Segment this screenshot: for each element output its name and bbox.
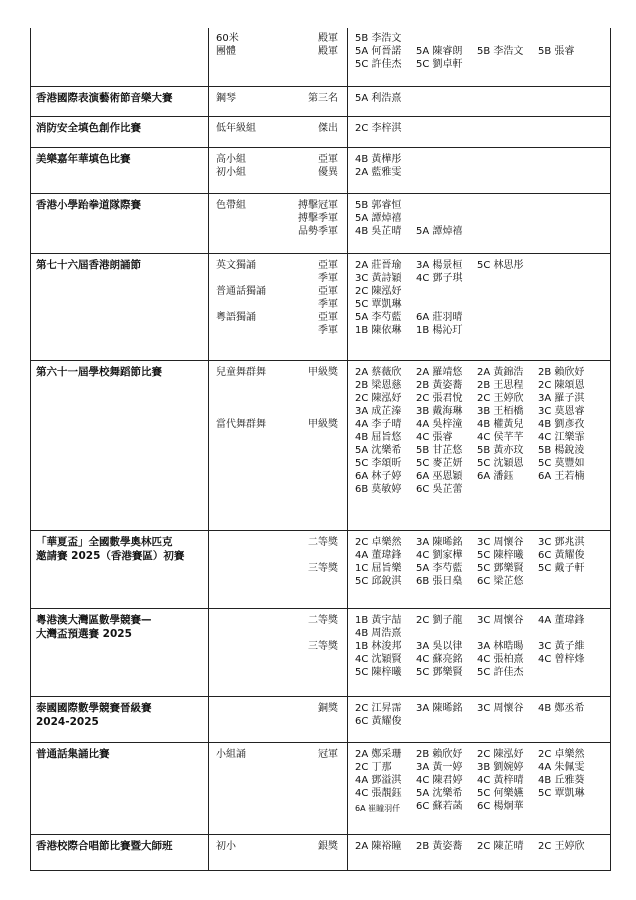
award-level: 亞軍 — [318, 154, 338, 165]
award-level: 季軍 — [318, 325, 338, 336]
row-separator — [30, 834, 611, 835]
student-name: 5C 鄧樂賢 — [416, 667, 463, 678]
student-name: 5C 邱銳淇 — [355, 576, 402, 587]
student-name: 3A 成芷溱 — [355, 406, 402, 417]
student-name: 5C 沈穎恩 — [477, 458, 524, 469]
award-level: 傑出 — [318, 123, 338, 134]
student-name: 3C 黃詩穎 — [355, 273, 402, 284]
competition-name: 第六十一屆學校舞蹈節比賽 — [36, 366, 162, 378]
student-name: 2A 藍雅雯 — [355, 167, 402, 178]
student-name: 2C 王婷欣 — [477, 393, 524, 404]
award-level: 第三名 — [308, 93, 338, 104]
student-name: 2C 王婷欣 — [538, 841, 585, 852]
student-name: 6A 崔瞳羽仟 — [355, 804, 401, 813]
student-name: 4B 周浩熹 — [355, 628, 402, 639]
award-level: 甲級獎 — [308, 419, 338, 430]
student-name: 4C 黃梓晴 — [477, 775, 524, 786]
award-category: 小組誦 — [216, 749, 246, 760]
award-category: 粵語獨誦 — [216, 312, 256, 323]
award-category: 低年級組 — [216, 123, 256, 134]
student-name: 4C 陳君婷 — [416, 775, 463, 786]
row-separator — [30, 696, 611, 697]
student-name: 2B 賴欣妤 — [538, 367, 585, 378]
award-level: 冠軍 — [318, 749, 338, 760]
student-name: 2B 黃姿蕎 — [416, 380, 463, 391]
student-name: 2C 卓樂然 — [538, 749, 585, 760]
row-separator — [30, 147, 611, 148]
student-name: 2A 蔡薇欣 — [355, 367, 402, 378]
student-name: 2C 陳芷晴 — [477, 841, 524, 852]
competition-name-line: 2024-2025 — [36, 716, 99, 728]
award-category: 英文獨誦 — [216, 260, 256, 271]
student-name: 5B 郭睿恒 — [355, 200, 402, 211]
competition-name-line: 大灣盃預選賽 2025 — [36, 628, 132, 640]
student-name: 2C 陳泓妤 — [477, 749, 524, 760]
student-name: 5C 劉卓軒 — [416, 59, 463, 70]
row-separator — [30, 530, 611, 531]
competition-name: 消防安全填色創作比賽 — [36, 122, 141, 134]
student-name: 4B 丘雅葵 — [538, 775, 585, 786]
row-separator — [30, 360, 611, 361]
student-name: 4A 董瑋鋒 — [355, 550, 402, 561]
student-name: 4B 鄭丞希 — [538, 703, 585, 714]
student-name: 5B 李浩文 — [477, 46, 524, 57]
student-name: 6A 王若楠 — [538, 471, 585, 482]
student-name: 2C 陳泓妤 — [355, 286, 402, 297]
competition-name: 美樂嘉年華填色比賽 — [36, 153, 131, 165]
award-level: 搏擊冠軍 — [298, 200, 338, 211]
row-separator — [30, 116, 611, 117]
student-name: 2A 莊晉瑜 — [355, 260, 402, 271]
student-name: 1B 林浚邦 — [355, 641, 402, 652]
student-name: 2C 陳泓妤 — [355, 393, 402, 404]
award-level: 亞軍 — [318, 312, 338, 323]
award-category: 鋼琴 — [216, 93, 236, 104]
competition-name: 香港校際合唱節比賽暨大師班 — [36, 840, 173, 852]
student-name: 5C 覃凱琳 — [355, 299, 402, 310]
student-name: 4B 吳芷晴 — [355, 226, 402, 237]
student-name: 5A 譚焯禧 — [416, 226, 463, 237]
student-name: 5C 許佳杰 — [477, 667, 524, 678]
student-name: 1B 黃宇喆 — [355, 615, 402, 626]
student-name: 5C 鄧樂賢 — [477, 563, 524, 574]
award-level: 品勢季軍 — [298, 226, 338, 237]
student-name: 4C 蘇亮銘 — [416, 654, 463, 665]
student-name: 4A 朱佩雯 — [538, 762, 585, 773]
student-name: 1B 陳依琳 — [355, 325, 402, 336]
award-category: 兒童舞群舞 — [216, 367, 266, 378]
student-name: 3B 戴海琳 — [416, 406, 463, 417]
student-name: 4C 沈穎賢 — [355, 654, 402, 665]
student-name: 2B 梁恩慈 — [355, 380, 402, 391]
student-name: 4B 黃樺彤 — [355, 154, 402, 165]
award-level: 三等獎 — [308, 563, 338, 574]
student-name: 4A 李子晴 — [355, 419, 402, 430]
competition-name: 第七十六屆香港朗誦節 — [36, 259, 141, 271]
row-separator — [30, 86, 611, 87]
award-level: 亞軍 — [318, 286, 338, 297]
student-name: 6B 莫敏婷 — [355, 484, 402, 495]
student-name: 5C 林思彤 — [477, 260, 524, 271]
student-name: 4C 張睿 — [416, 432, 453, 443]
student-name: 1C 屈旨樂 — [355, 563, 402, 574]
student-name: 5A 沈樂希 — [416, 788, 463, 799]
student-name: 3A 羅子淇 — [538, 393, 585, 404]
student-name: 6C 黃耀俊 — [355, 716, 402, 727]
award-level: 殿軍 — [318, 33, 338, 44]
student-name: 3C 周懷谷 — [477, 703, 524, 714]
student-name: 6C 吳芷蕾 — [416, 484, 463, 495]
student-name: 5C 戴子軒 — [538, 563, 585, 574]
student-name: 3A 陳晞銘 — [416, 703, 463, 714]
student-name: 3C 莫恩睿 — [538, 406, 585, 417]
student-name: 2C 劉子龍 — [416, 615, 463, 626]
student-name: 5C 陳梓曦 — [355, 667, 402, 678]
column-divider-category — [208, 28, 209, 870]
row-separator — [30, 193, 611, 194]
student-name: 6C 梁芷悠 — [477, 576, 524, 587]
student-name: 3C 周懷谷 — [477, 615, 524, 626]
student-name: 5A 李芍藍 — [355, 312, 402, 323]
student-name: 5C 何樂嬿 — [477, 788, 524, 799]
student-name: 3A 吳以律 — [416, 641, 463, 652]
award-level: 殿軍 — [318, 46, 338, 57]
student-name: 3C 鄧兆淇 — [538, 537, 585, 548]
student-name: 3A 黃一婷 — [416, 762, 463, 773]
competition-name-line: 「華夏盃」全國數學奧林匹克 — [36, 536, 173, 548]
student-name: 5B 甘芷悠 — [416, 445, 463, 456]
student-name: 2C 丁那 — [355, 762, 392, 773]
student-name: 4B 屈旨悠 — [355, 432, 402, 443]
student-name: 2A 陳裕瞳 — [355, 841, 402, 852]
table-border-left — [30, 28, 31, 870]
student-name: 6A 莊羽晴 — [416, 312, 463, 323]
student-name: 3C 黃子維 — [538, 641, 585, 652]
row-separator — [30, 253, 611, 254]
student-name: 5C 陳梓曦 — [477, 550, 524, 561]
student-name: 2C 張君悅 — [416, 393, 463, 404]
student-name: 4A 董瑋鋒 — [538, 615, 585, 626]
student-name: 5B 楊銳淩 — [538, 445, 585, 456]
student-name: 6B 張日燊 — [416, 576, 463, 587]
column-divider-names — [347, 28, 348, 870]
student-name: 5A 沈樂希 — [355, 445, 402, 456]
award-level: 二等獎 — [308, 615, 338, 626]
award-category: 初小 — [216, 841, 236, 852]
student-name: 4A 鄧溢淇 — [355, 775, 402, 786]
award-level: 三等獎 — [308, 641, 338, 652]
award-level: 亞軍 — [318, 260, 338, 271]
student-name: 3A 陳晞銘 — [416, 537, 463, 548]
student-name: 2A 黃錦浩 — [477, 367, 524, 378]
student-name: 3A 楊景桓 — [416, 260, 463, 271]
student-name: 5C 李頌昕 — [355, 458, 402, 469]
student-name: 4C 侯芊芊 — [477, 432, 524, 443]
student-name: 4C 鄧子琪 — [416, 273, 463, 284]
student-name: 6C 黃耀俊 — [538, 550, 585, 561]
student-name: 3B 劉婉婷 — [477, 762, 524, 773]
award-level: 季軍 — [318, 299, 338, 310]
student-name: 4C 劉家樺 — [416, 550, 463, 561]
award-category: 色帶組 — [216, 200, 246, 211]
competition-name-line: 邀請賽 2025（香港賽區）初賽 — [36, 550, 185, 562]
award-category: 當代舞群舞 — [216, 419, 266, 430]
student-name: 2C 李梓淇 — [355, 123, 402, 134]
student-name: 6A 林子婷 — [355, 471, 402, 482]
student-name: 6C 楊炯華 — [477, 801, 524, 812]
student-name: 6A 潘鈺 — [477, 471, 514, 482]
student-name: 5A 李芍藍 — [416, 563, 463, 574]
student-name: 4C 張靚鈺 — [355, 788, 402, 799]
award-category: 高小組 — [216, 154, 246, 165]
student-name: 5C 麥芷妍 — [416, 458, 463, 469]
student-name: 5A 利浩熹 — [355, 93, 402, 104]
competition-name-line: 泰國國際數學競賽晉級賽 — [36, 702, 152, 714]
student-name: 5B 李浩文 — [355, 33, 402, 44]
award-level: 銅獎 — [318, 703, 338, 714]
student-name: 6A 巫恩穎 — [416, 471, 463, 482]
student-name: 2B 黃姿蕎 — [416, 841, 463, 852]
student-name: 4B 劉彥孜 — [538, 419, 585, 430]
student-name: 2C 卓樂然 — [355, 537, 402, 548]
student-name: 2B 賴欣妤 — [416, 749, 463, 760]
award-level: 優異 — [318, 167, 338, 178]
award-level: 二等獎 — [308, 537, 338, 548]
award-level: 搏擊季軍 — [298, 213, 338, 224]
student-name: 3C 周懷谷 — [477, 537, 524, 548]
competition-name-line: 粵港澳大灣區數學競賽— — [36, 614, 152, 626]
award-level: 季軍 — [318, 273, 338, 284]
student-name: 5C 莫豐如 — [538, 458, 585, 469]
student-name: 4A 吳梓潼 — [416, 419, 463, 430]
competition-name: 香港小學跆拳道隊際賽 — [36, 199, 141, 211]
student-name: 5C 覃凱琳 — [538, 788, 585, 799]
table-border-bottom — [30, 870, 611, 871]
student-name: 2C 江昇霈 — [355, 703, 402, 714]
competition-name: 香港國際表演藝術節音樂大賽 — [36, 92, 173, 104]
table-border-right — [610, 28, 611, 870]
award-category: 60米 — [216, 33, 239, 44]
row-separator — [30, 742, 611, 743]
student-name: 3A 林晧暘 — [477, 641, 524, 652]
row-separator — [30, 608, 611, 609]
student-name: 4C 張柏熹 — [477, 654, 524, 665]
award-category: 普通話獨誦 — [216, 286, 266, 297]
student-name: 6C 蘇若菡 — [416, 801, 463, 812]
student-name: 4B 權黃兒 — [477, 419, 524, 430]
student-name: 5B 張睿 — [538, 46, 575, 57]
competition-name: 普通話集誦比賽 — [36, 748, 110, 760]
student-name: 4C 江樂霏 — [538, 432, 585, 443]
student-name: 5C 許佳杰 — [355, 59, 402, 70]
award-level: 甲級獎 — [308, 367, 338, 378]
student-name: 5A 譚焯禧 — [355, 213, 402, 224]
student-name: 4C 曾梓烽 — [538, 654, 585, 665]
award-category: 初小組 — [216, 167, 246, 178]
award-level: 銀獎 — [318, 841, 338, 852]
student-name: 2C 陳頌恩 — [538, 380, 585, 391]
student-name: 2A 羅靖悠 — [416, 367, 463, 378]
student-name: 3B 王栢橋 — [477, 406, 524, 417]
student-name: 5A 何晉諾 — [355, 46, 402, 57]
student-name: 5A 陳睿朗 — [416, 46, 463, 57]
award-category: 團體 — [216, 46, 236, 57]
student-name: 5B 黃亦玟 — [477, 445, 524, 456]
student-name: 1B 楊沁玎 — [416, 325, 463, 336]
student-name: 2B 王思程 — [477, 380, 524, 391]
student-name: 2A 鄭采珊 — [355, 749, 402, 760]
